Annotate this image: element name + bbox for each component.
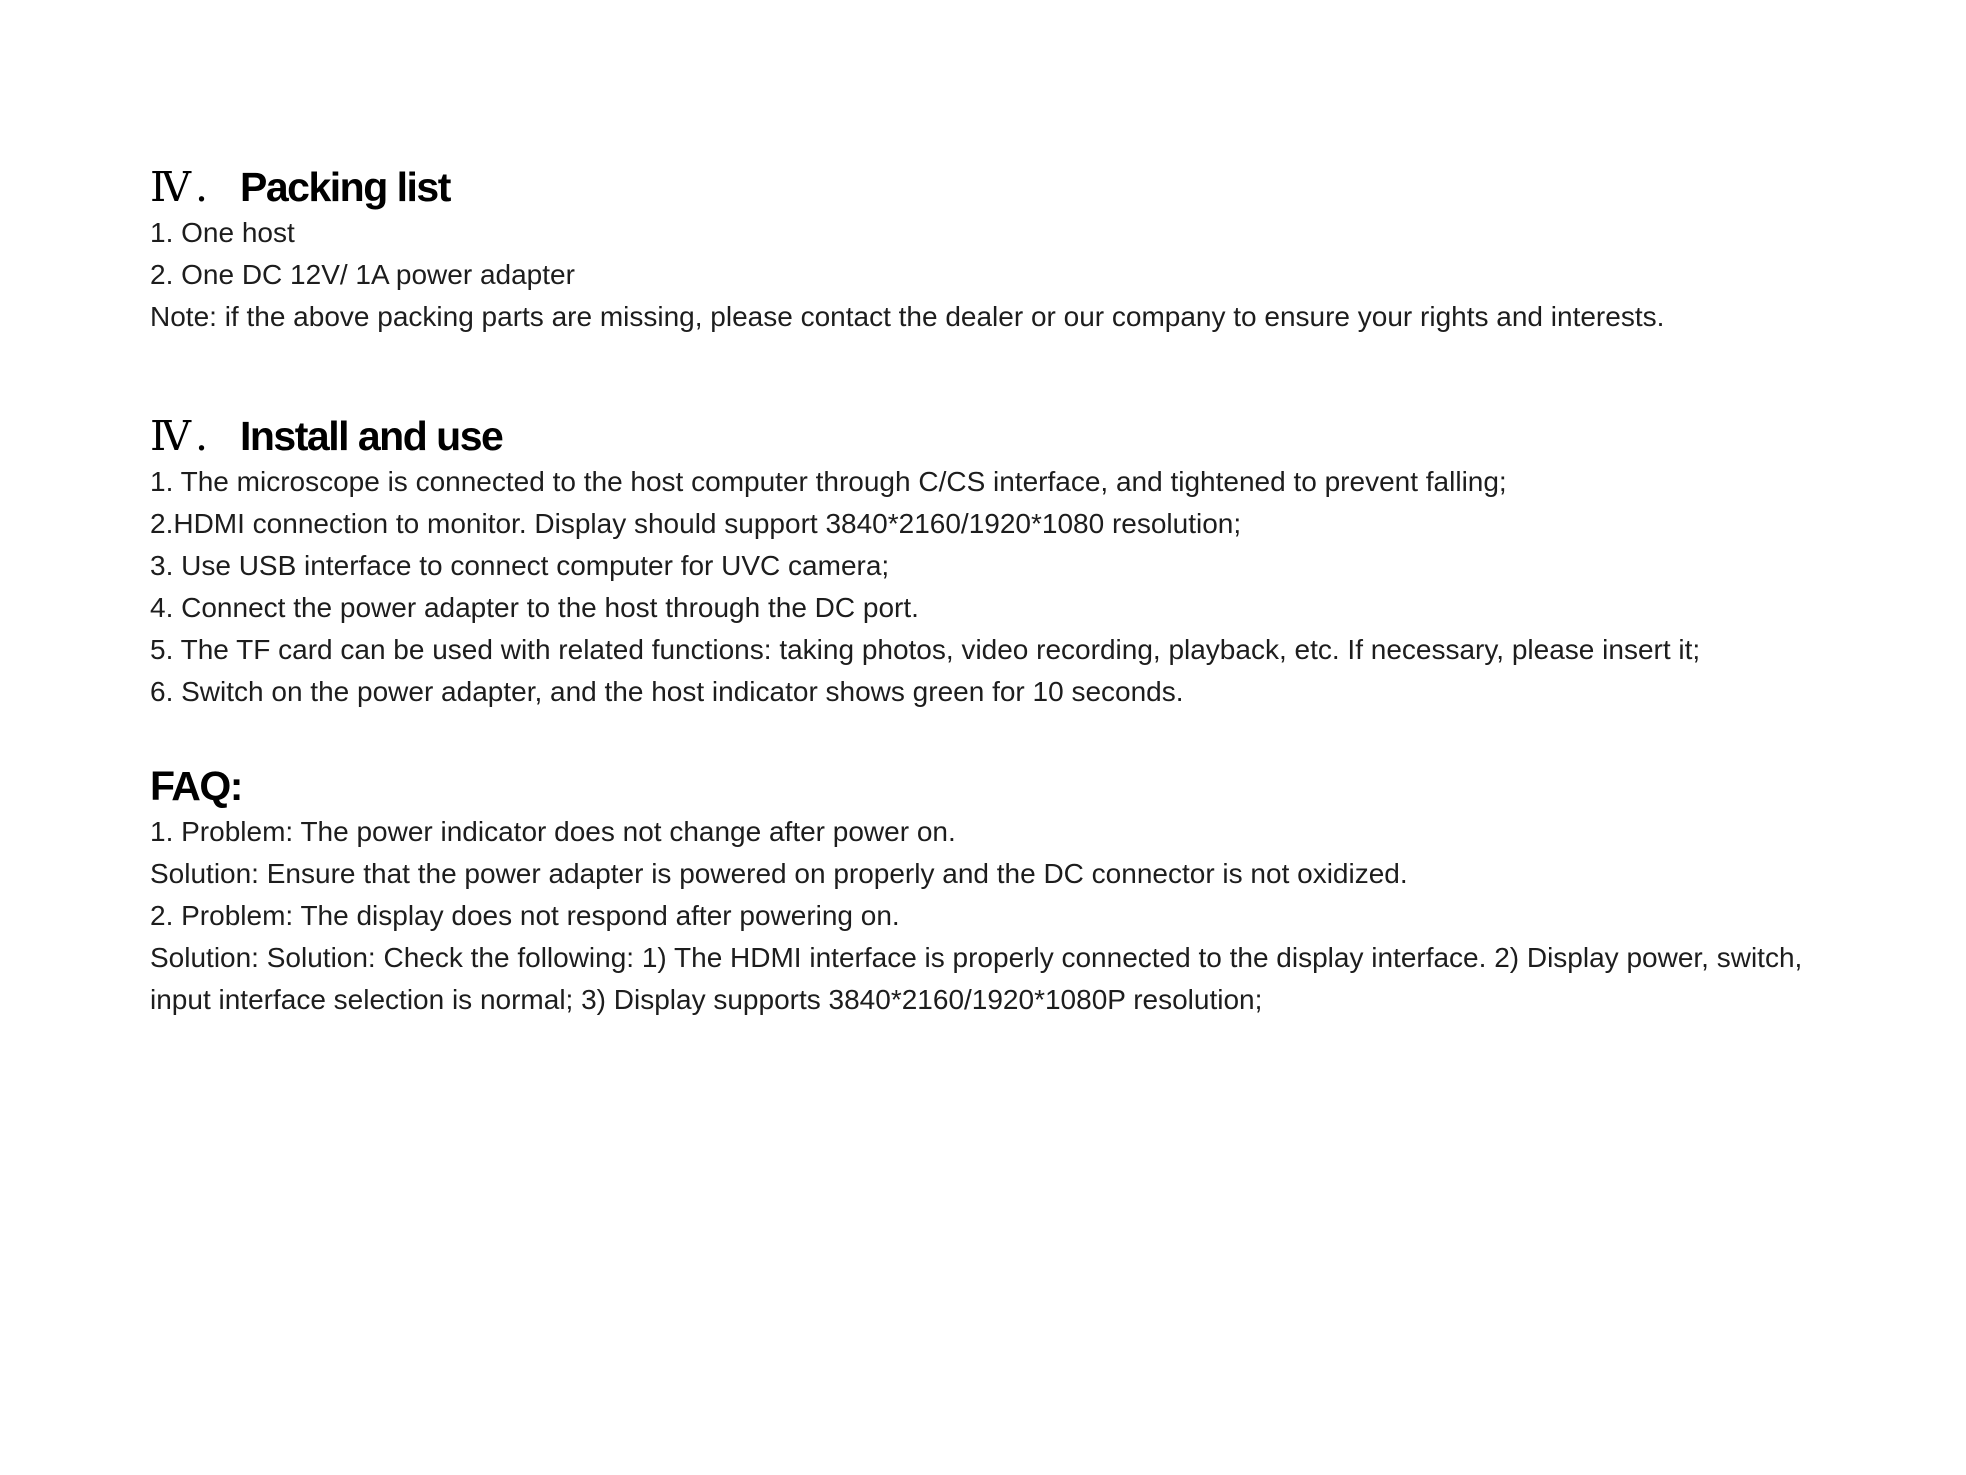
section-numbering: Ⅳ.	[150, 163, 212, 211]
section-title: FAQ:	[150, 763, 242, 809]
section-title: Install and use	[240, 413, 503, 459]
text-line: 1. The microscope is connected to the host computer through C/CS interface, and tightened to prevent falling;	[150, 466, 1507, 497]
text-line: input interface selection is normal; 3) Display supports 3840*2160/1920*1080P resolution;	[150, 984, 1263, 1015]
section-packing-list	[150, 163, 1926, 338]
text-line: 3. Use USB interface to connect computer for UVC camera;	[150, 550, 890, 581]
section-heading	[150, 762, 1926, 811]
text-line: 2. One DC 12V/ 1A power adapter	[150, 259, 575, 290]
section-body	[150, 212, 1926, 338]
section-faq	[150, 762, 1926, 1021]
section-install-and-use	[150, 412, 1926, 713]
text-line: 2.HDMI connection to monitor. Display should support 3840*2160/1920*1080 resolution;	[150, 508, 1242, 539]
text-line: 2. Problem: The display does not respond after powering on.	[150, 900, 900, 931]
section-body	[150, 811, 1926, 1021]
text-line: 1. One host	[150, 217, 295, 248]
section-heading	[150, 163, 1926, 212]
section-heading	[150, 412, 1926, 461]
text-line: 5. The TF card can be used with related functions: taking photos, video recording, playback, etc. If necessary, please insert it;	[150, 634, 1701, 665]
section-numbering: Ⅳ.	[150, 412, 212, 460]
text-line: Note: if the above packing parts are missing, please contact the dealer or our company to ensure your rights and interests.	[150, 301, 1665, 332]
text-line: 4. Connect the power adapter to the host through the DC port.	[150, 592, 919, 623]
text-line: 1. Problem: The power indicator does not change after power on.	[150, 816, 956, 847]
section-title: Packing list	[240, 164, 450, 210]
text-line: Solution: Ensure that the power adapter is powered on properly and the DC connector is not oxidized.	[150, 858, 1408, 889]
section-body	[150, 461, 1926, 713]
text-line: 6. Switch on the power adapter, and the host indicator shows green for 10 seconds.	[150, 676, 1184, 707]
text-line: Solution: Solution: Check the following: 1) The HDMI interface is properly connected to the display interface. 2) Display power, switch,	[150, 942, 1803, 973]
